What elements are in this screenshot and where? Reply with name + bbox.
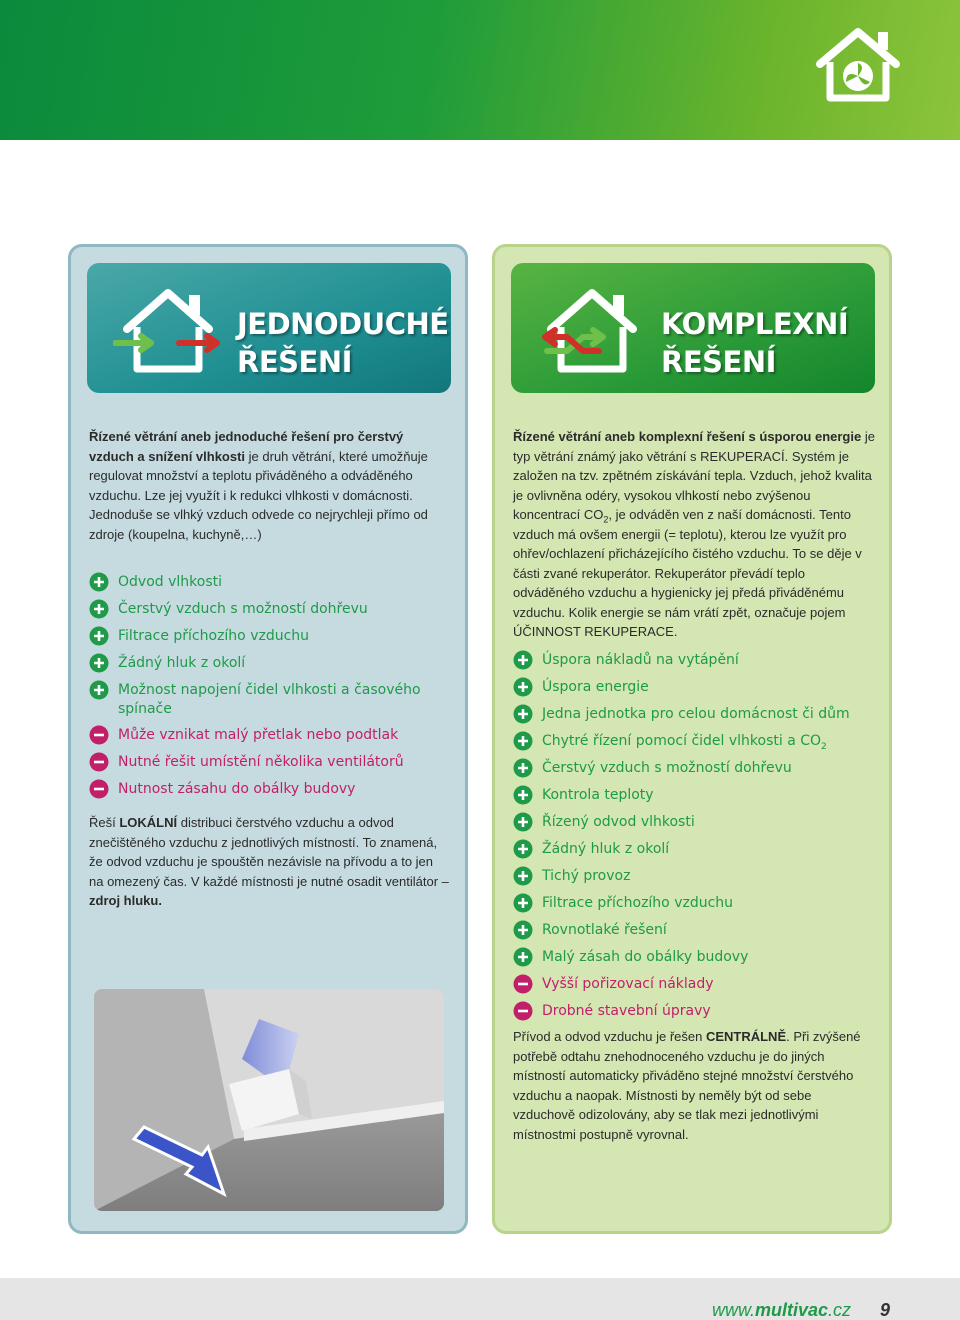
simple-outro-bold: LOKÁLNÍ [119,815,178,830]
plus-circle-icon [89,680,109,700]
list-item [513,921,875,941]
list-item [513,813,875,833]
pro-text [542,732,875,751]
footer-website-link[interactable] [712,1300,851,1320]
pro-text: Filtrace příchozího vzduchu [542,895,734,911]
list-item [89,780,451,800]
simple-outro-bold: zdroj hluku. [89,893,162,908]
list-item [513,1002,875,1022]
con-text: Drobné stavební úpravy [542,1003,711,1019]
plus-circle-icon [513,704,533,724]
list-item [89,726,451,746]
minus-circle-icon [89,725,109,745]
house-fan-logo-icon [812,24,904,104]
complex-outro-part: . Při zvýšené potřebě odtahu znehodnoceného vzduchu je do jiných místností automaticky přiváděno stejné množství čerstvého vzduchu a naopak. Místnosti by neměly být od sebe vzduchově odizolovány, aby se tlak mezi jednotlivými místnostmi postupně vyrovnal. [513,1029,861,1142]
plus-circle-icon [89,599,109,619]
list-item [513,840,875,860]
plus-circle-icon [89,626,109,646]
plus-circle-icon [513,812,533,832]
plus-circle-icon [89,572,109,592]
plus-circle-icon [513,758,533,778]
ventilator-photo [94,989,444,1211]
title-line-2: ŘEŠENÍ [237,345,352,379]
list-item [513,867,875,887]
list-item [513,705,875,725]
simple-feature-list [89,573,451,807]
pro-text: Čerstvý vzduch s možností dohřevu [542,760,792,776]
complex-solution-banner [511,263,875,393]
minus-circle-icon [89,752,109,772]
plus-circle-icon [513,866,533,886]
list-item [513,732,875,752]
pro-text-main: Chytré řízení pomocí čidel vlhkosti a CO [542,733,822,749]
list-item [513,651,875,671]
pro-text: Jedna jednotka pro celou domácnost či dům [542,706,850,722]
list-item [513,948,875,968]
list-item [89,573,451,593]
url-suffix: .cz [828,1300,852,1320]
pro-text: Žádný hluk z okolí [542,841,670,857]
pro-text: Odvod vlhkosti [118,574,222,590]
house-recuperation-arrows-icon [537,285,647,377]
complex-solution-title [661,305,848,381]
pro-text: Úspora nákladů na vytápění [542,652,739,668]
plus-circle-icon [513,677,533,697]
title-line-2: ŘEŠENÍ [661,345,776,379]
con-text: Vyšší pořizovací náklady [542,976,714,992]
pro-text: Rovnotlaké řešení [542,922,667,938]
list-item [89,600,451,620]
con-text: Může vznikat malý přetlak nebo podtlak [118,727,399,743]
complex-intro-bold: Řízené větrání aneb komplexní řešení s úsporou energie [513,429,862,444]
complex-outro-part: Přívod a odvod vzduchu je řešen [513,1029,706,1044]
minus-circle-icon [89,779,109,799]
pro-text: Řízený odvod vlhkosti [542,814,695,830]
list-item [89,627,451,647]
plus-circle-icon [513,785,533,805]
con-text: Nutnost zásahu do obálky budovy [118,781,356,797]
list-item [89,654,451,674]
co2-subscript: 2 [821,741,827,752]
complex-outro-text [513,1027,875,1144]
simple-intro-text [89,427,451,544]
co2-subscript: 2 [603,514,609,525]
simple-outro-text [89,813,451,911]
pro-text: Filtrace příchozího vzduchu [118,628,310,644]
title-line-1: KOMPLEXNÍ [661,307,849,341]
pro-text: Malý zásah do obálky budovy [542,949,749,965]
pro-text: Kontrola teploty [542,787,654,803]
complex-solution-panel [492,244,892,1234]
list-item [513,786,875,806]
complex-feature-list [513,651,875,1029]
simple-intro-bold: Řízené větrání aneb jednoduché řešení pro čerstvý vzduch a snížení vlhkosti [89,429,404,464]
pro-text: Čerstvý vzduch s možností dohřevu [118,601,368,617]
simple-outro-part: Řeší [89,815,120,830]
page-number: 9 [880,1300,891,1320]
list-item [89,681,451,719]
complex-intro-body: , je odváděn ven z naší domácnosti. Tento vzduch má ovšem energii (= teplotu), kterou lze využít pro ohřev/ochlazení přicházejícího čistého vzduchu. To se děje v části zvané rekuperátor. Rekuperátor převádí teplo odváděného vzduchu a hygienicky jej předá přiváděnému vzduchu. Kolik energie se nám vrátí zpět, označuje pojem ÚČINNOST REKUPERACE. [513,507,862,639]
complex-outro-bold: CENTRÁLNĚ [705,1029,787,1044]
con-text: Nutné řešit umístění několika ventilátorů [118,754,404,770]
simple-intro-body: je druh větrání, které umožňuje regulovat množství a teplotu přiváděného a odváděného vzduchu. Lze jej využít i k redukci vlhkosti v domácnosti. Jednoduše se vlhký vzduch odvede co nejrychleji přímo od zdroje (koupelna, kuchyně,…) [89,448,428,542]
url-brand: multivac [755,1300,829,1320]
simple-outro-part: distribuci čerstvého vzduchu a odvod znečištěného vzduchu z jednotlivých místností. To znamená, že odvod vzduchu je spouštěn nezávisle na přívodu a to jen na omezený čas. V každé místnosti je nutné osadit ventilátor – [89,815,449,889]
complex-intro-text [513,427,875,642]
pro-text: Tichý provoz [542,868,631,884]
simple-solution-banner [87,263,451,393]
url-prefix: www. [712,1300,756,1320]
simple-solution-title [237,305,449,381]
minus-circle-icon [513,1001,533,1021]
list-item [513,678,875,698]
minus-circle-icon [513,974,533,994]
simple-solution-panel [68,244,468,1234]
plus-circle-icon [513,893,533,913]
plus-circle-icon [513,920,533,940]
list-item [513,759,875,779]
house-arrows-icon [113,285,223,377]
plus-circle-icon [513,650,533,670]
pro-text: Žádný hluk z okolí [118,655,246,671]
plus-circle-icon [89,653,109,673]
list-item [513,894,875,914]
title-line-1: JEDNODUCHÉ [237,307,449,341]
complex-intro-body: je typ větrání známý jako větrání s REKUPERACÍ. Systém je založen na tzv. zpětném získávání tepla. Vzduch, jehož kvalita je ovlivněna odéry, vysokou vlhkostí nebo zvýšenou koncentrací CO [513,429,875,522]
plus-circle-icon [513,839,533,859]
list-item [89,753,451,773]
plus-circle-icon [513,731,533,751]
plus-circle-icon [513,947,533,967]
list-item [513,975,875,995]
pro-text: Úspora energie [542,679,649,695]
pro-text: Možnost napojení čidel vlhkosti a časového spínače [118,682,421,717]
